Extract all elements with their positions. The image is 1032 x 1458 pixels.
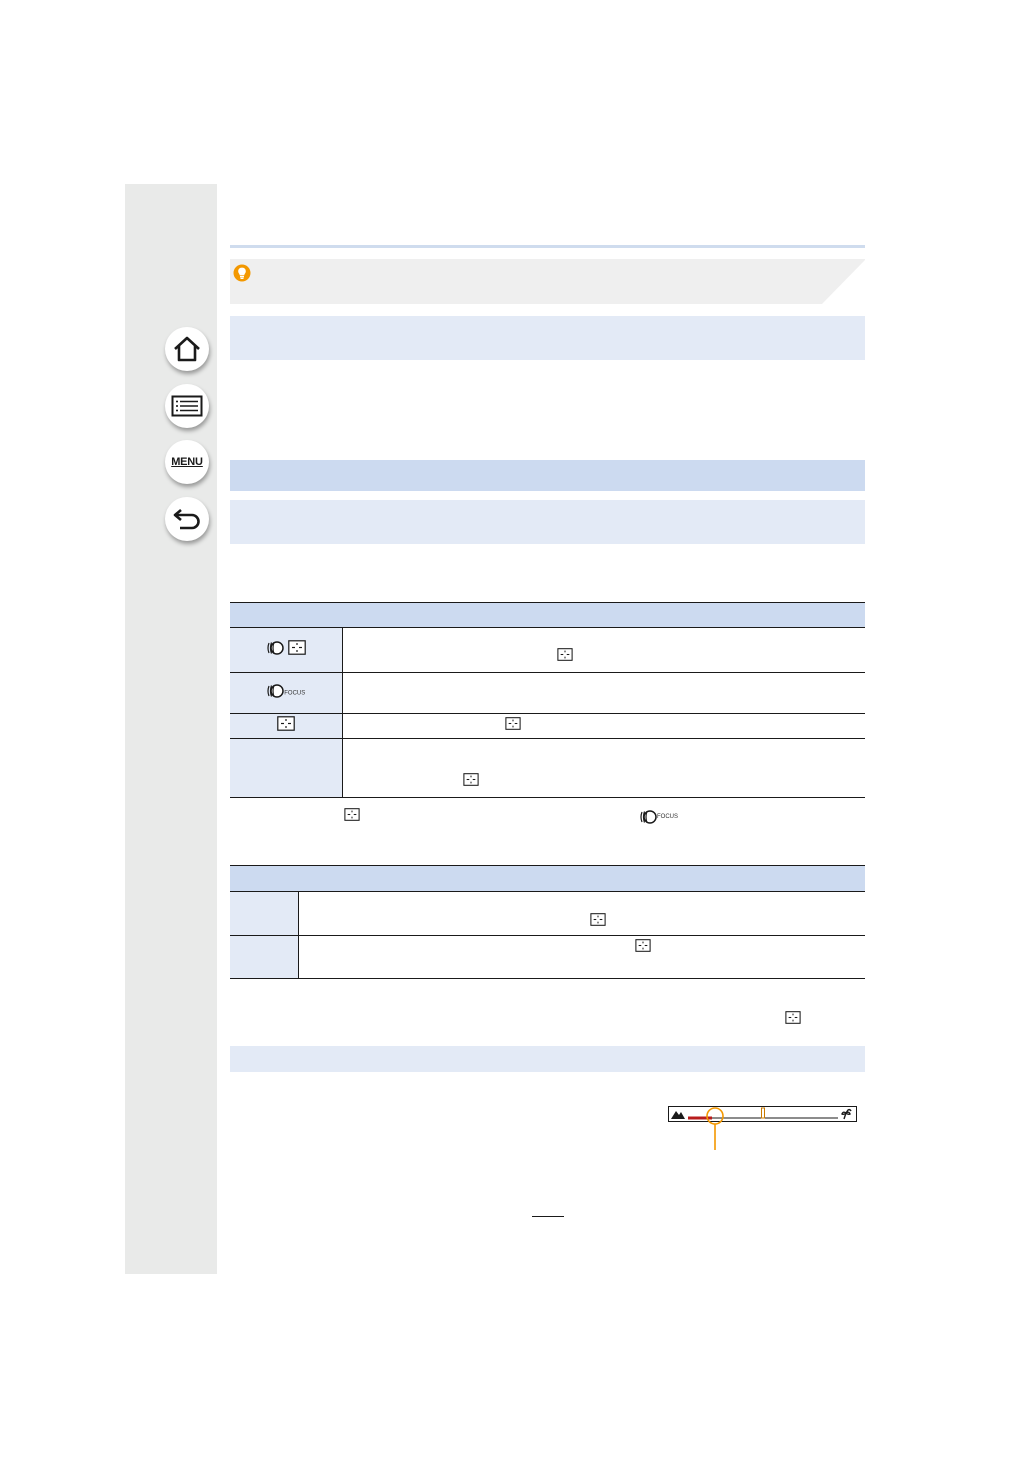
mf-assist-icon [344, 808, 360, 826]
focus-ring-focus-icon [639, 808, 678, 826]
list-icon [171, 395, 203, 417]
table-header-row [230, 603, 865, 628]
table-row [230, 936, 865, 979]
mf-guide-marker [762, 1108, 765, 1118]
table-row [230, 739, 865, 798]
menu-button[interactable] [165, 440, 209, 484]
focus-label: FOCUS [657, 813, 678, 820]
settings-table [230, 602, 865, 798]
mf-assist-icon [463, 773, 479, 791]
tip-banner-background [230, 259, 865, 304]
section-heading-band [230, 316, 865, 360]
mf-assist-icon [590, 913, 606, 931]
header-rule [230, 245, 865, 248]
mf-guide-diagram [668, 1100, 858, 1156]
focus-label: FOCUS [284, 690, 306, 696]
mf-guide-illustration [668, 1100, 858, 1156]
page-link-underline [532, 1216, 564, 1217]
section-title-band [230, 460, 865, 491]
focus-ring-icon [266, 684, 284, 703]
section-heading-band [230, 1046, 865, 1072]
table-header-row [230, 866, 865, 892]
mf-assist-icon [635, 939, 651, 957]
home-button[interactable] [165, 327, 209, 371]
table-row [230, 628, 865, 673]
mf-assist-icon [288, 640, 306, 660]
subsection-heading-band [230, 500, 865, 544]
settings-table-2 [230, 865, 865, 979]
back-icon [172, 507, 202, 531]
menu-icon: MENU [171, 456, 203, 468]
focus-ring-icon [266, 641, 284, 660]
table-row [230, 673, 865, 714]
mf-assist-icon [505, 717, 521, 735]
table-row [230, 892, 865, 936]
mf-assist-icon [557, 648, 573, 666]
home-icon [172, 335, 202, 363]
lightbulb-icon [233, 264, 251, 282]
mf-assist-icon [785, 1011, 801, 1029]
tip-banner [230, 259, 865, 304]
back-button[interactable] [165, 497, 209, 541]
table-row [230, 714, 865, 739]
mf-assist-icon [277, 716, 295, 736]
contents-list-button[interactable] [165, 384, 209, 428]
